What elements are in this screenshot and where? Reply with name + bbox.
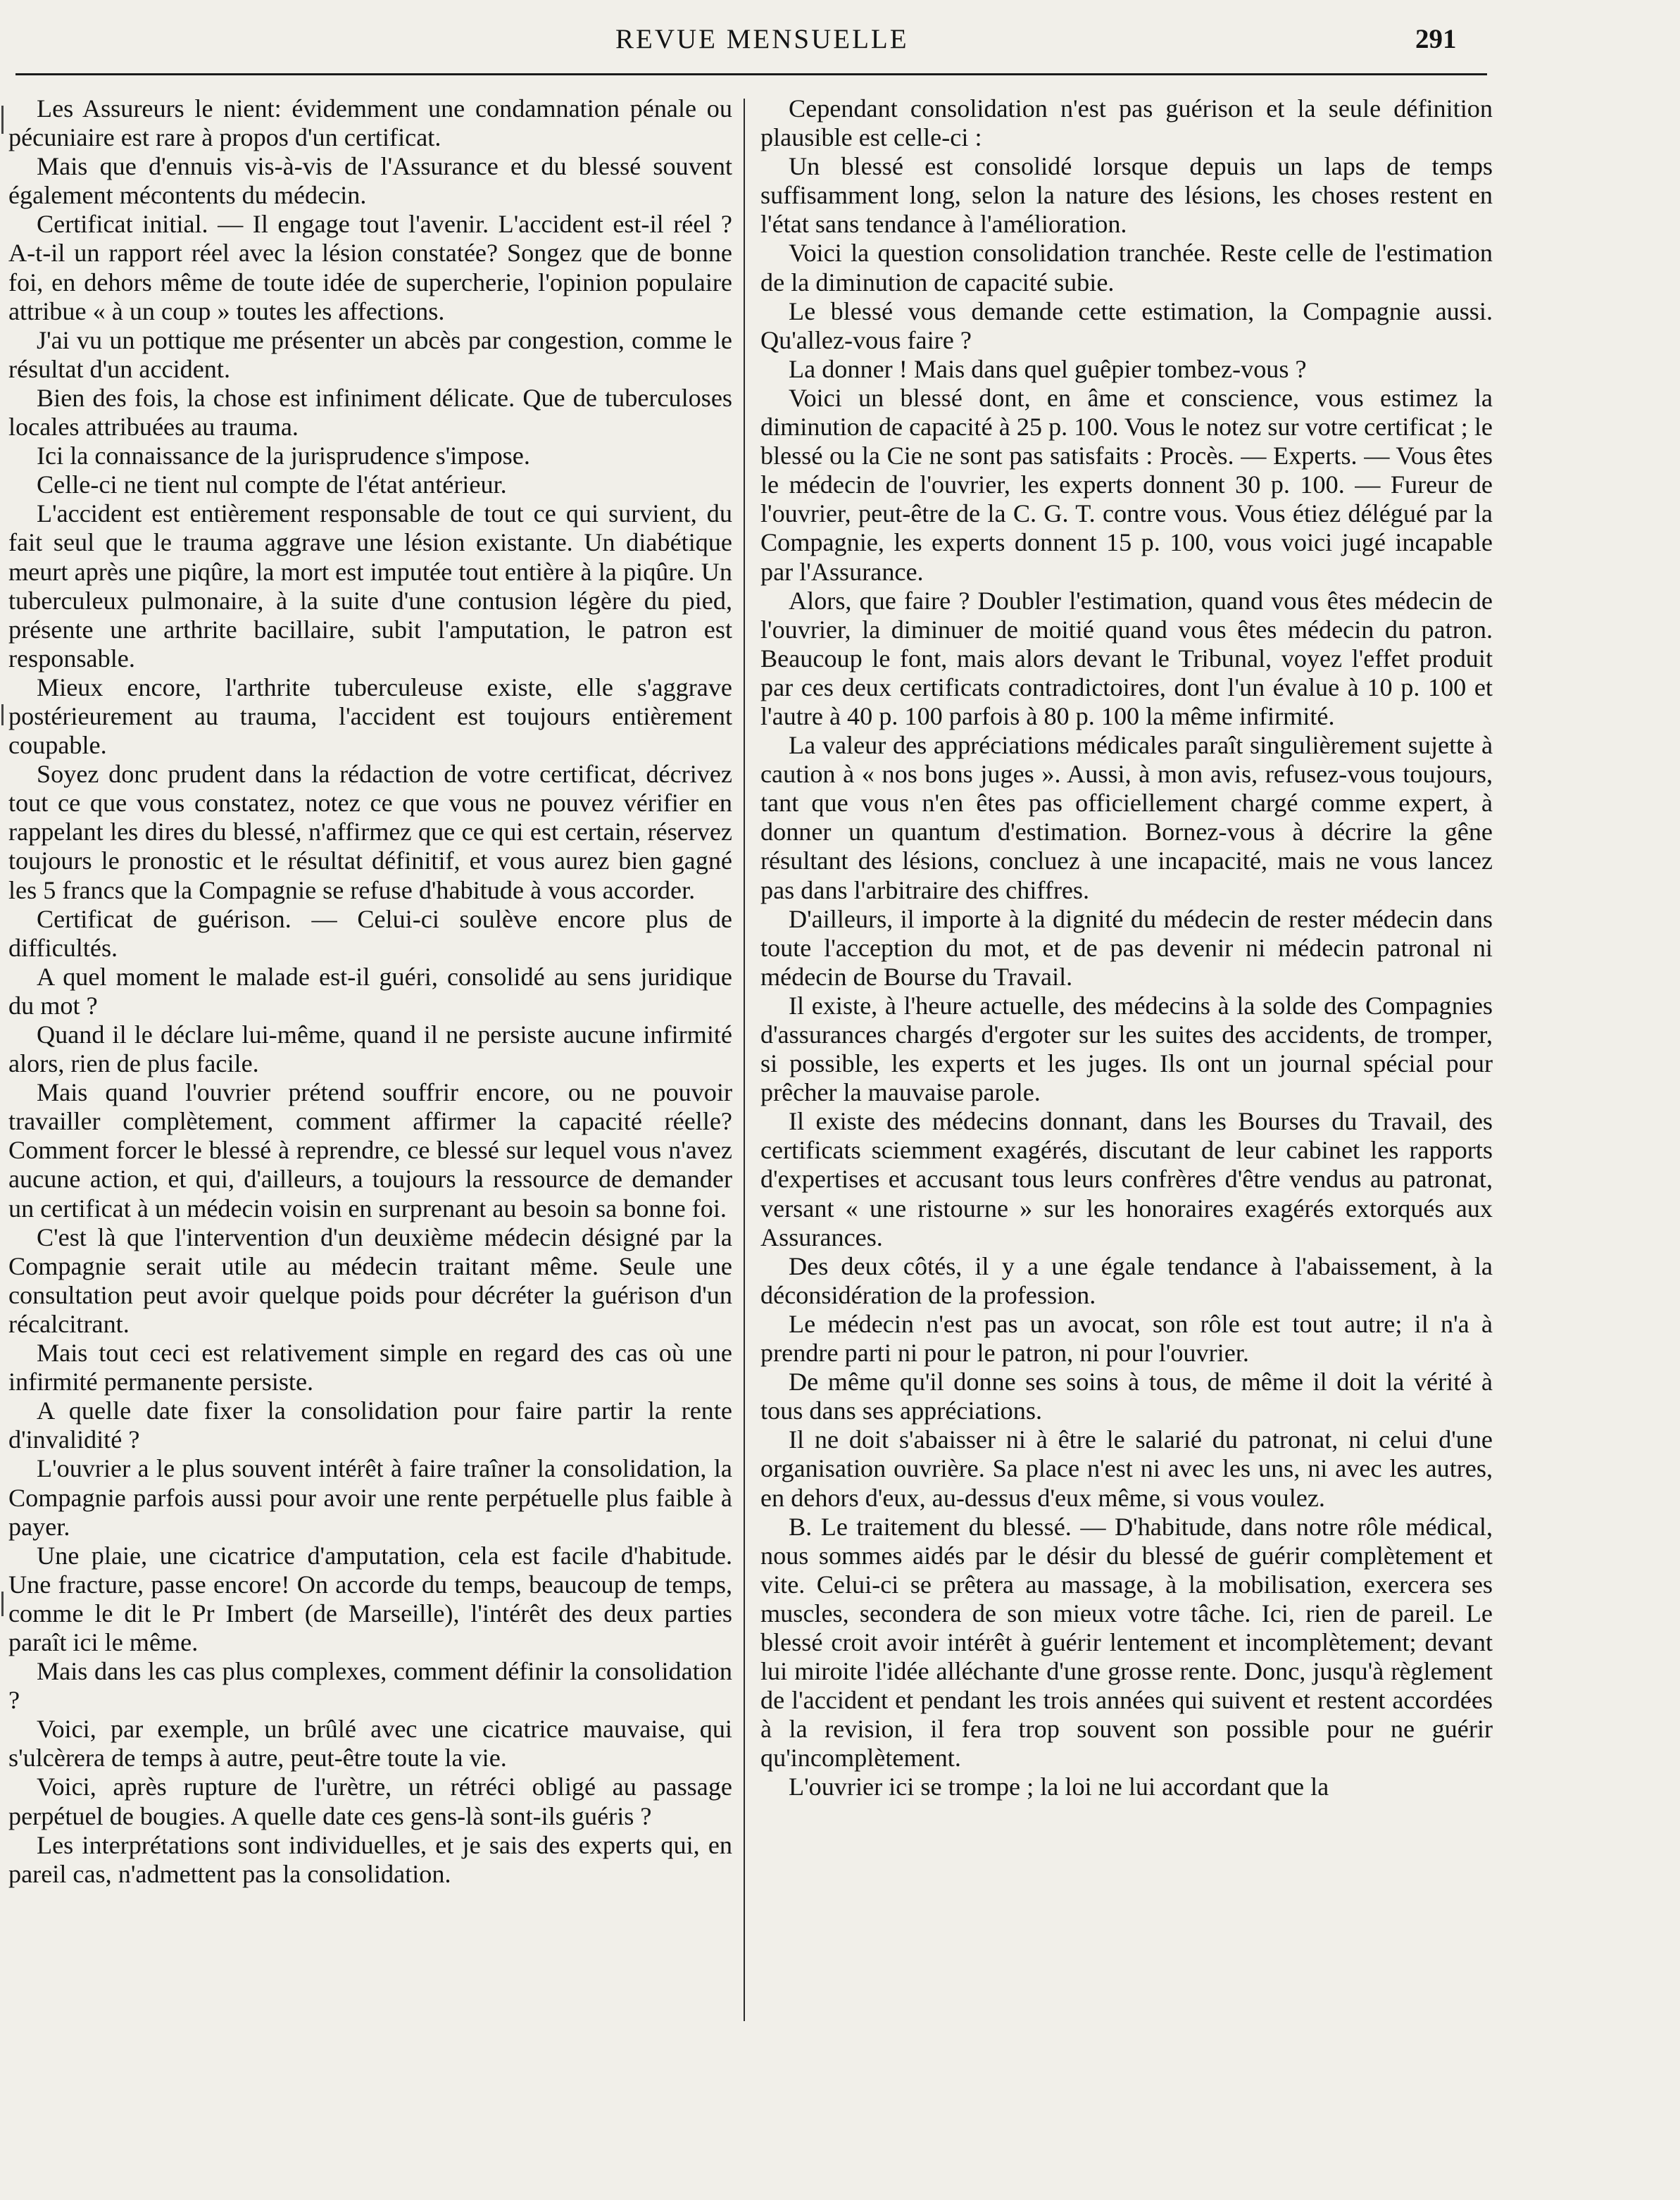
paragraph: L'ouvrier a le plus souvent intérêt à faire traîner la consolidation, la Compagnie parfois aussi pour avoir une rente perpétuelle plus faible à payer.: [8, 1454, 732, 1541]
paragraph: L'ouvrier ici se trompe ; la loi ne lui accordant que la: [789, 1773, 1329, 1801]
column-divider: [744, 99, 745, 2021]
paragraph: De même qu'il donne ses soins à tous, de même il doit la vérité à tous dans ses appréciations.: [760, 1368, 1493, 1425]
margin-mark: [1, 106, 4, 134]
paragraph: Le médecin n'est pas un avocat, son rôle est tout autre; il n'a à prendre parti ni pour le patron, ni pour l'ouvrier.: [760, 1309, 1493, 1368]
margin-mark: [1, 1592, 4, 1616]
paragraph: Cependant consolidation n'est pas guérison et la seule définition plausible est celle-ci :: [760, 94, 1493, 152]
paragraph: A quel moment le malade est-il guéri, consolidé au sens juridique du mot ?: [8, 962, 732, 1020]
right-column: [760, 94, 1493, 1802]
paragraph: La donner ! Mais dans quel guêpier tombez-vous ?: [789, 354, 1307, 383]
paragraph: Il existe des médecins donnant, dans les Bourses du Travail, des certificats sciemment exagérés, discutant de leur cabinet les rapports d'expertises et accusant tous leurs confrères d'être vendus au patronat, versant « une ristourne » sur les honoraires exagérés extorqués aux Assurances.: [760, 1107, 1493, 1251]
paragraph: D'ailleurs, il importe à la dignité du médecin de rester médecin dans toute l'acception du mot, et de pas devenir ni médecin patronal ni médecin de Bourse du Travail.: [760, 904, 1493, 991]
paragraph: Voici, par exemple, un brûlé avec une cicatrice mauvaise, qui s'ulcèrera de temps à autre, peut-être toute la vie.: [8, 1715, 732, 1773]
paragraph: Mieux encore, l'arthrite tuberculeuse existe, elle s'aggrave postérieurement au trauma, l'accident est toujours entièrement coupable.: [8, 673, 732, 760]
paragraph: L'accident est entièrement responsable de tout ce qui survient, du fait seul que le trauma aggrave une lésion existante. Un diabétique meurt après une piqûre, la mort est imputée tout entière à la piqûre. Un tuberculeux pulmonaire, à la suite d'une contusion légère du pied, présente une arthrite bacillaire, subit l'amputation, le patron est responsable.: [8, 499, 732, 673]
paragraph: Voici la question consolidation tranchée. Reste celle de l'estimation de la diminution de capacité subie.: [760, 239, 1493, 296]
paragraph: Il ne doit s'abaisser ni à être le salarié du patronat, ni celui d'une organisation ouvrière. Sa place n'est ni avec les uns, ni avec les autres, en dehors d'eux, au-dessus d'eux même, si vous voulez.: [760, 1425, 1493, 1512]
paragraph: La valeur des appréciations médicales paraît singulièrement sujette à caution à « nos bons juges ». Aussi, à mon avis, refusez-vous toujours, tant que vous n'en êtes pas officiellement chargé comme expert, à donner un quantum d'estimation. Bornez-vous à décrire la gêne résultant des lésions, concluez à une incapacité, mais ne vous lancez pas dans l'arbitraire des chiffres.: [760, 731, 1493, 904]
paragraph: Des deux côtés, il y a une égale tendance à l'abaissement, à la déconsidération de la profession.: [760, 1251, 1493, 1309]
paragraph: Une plaie, une cicatrice d'amputation, cela est facile d'habitude. Une fracture, passe encore! On accorde du temps, beaucoup de temps, comme le dit le Pr Imbert (de Marseille), l'intérêt des deux parties paraît ici le même.: [8, 1541, 732, 1656]
header-rule: [15, 73, 1487, 75]
paragraph: C'est là que l'intervention d'un deuxième médecin désigné par la Compagnie serait utile au médecin traitant même. Seule une consultation peut avoir quelque poids pour décréter la guérison d'un récalcitrant.: [8, 1223, 732, 1338]
paragraph: Un blessé est consolidé lorsque depuis un laps de temps suffisamment long, selon la nature des lésions, les choses restent en l'état sans tendance à l'amélioration.: [760, 152, 1493, 239]
paragraph: Alors, que faire ? Doubler l'estimation, quand vous êtes médecin de l'ouvrier, la diminuer de moitié quand vous êtes médecin du patron. Beaucoup le font, mais alors devant le Tribunal, voyez l'effet produit par ces deux certificats contradictoires, dont l'un évalue à 10 p. 100 et l'autre à 40 p. 100 parfois à 80 p. 100 la même infirmité.: [760, 586, 1493, 730]
paragraph: Les Assureurs le nient: évidemment une condamnation pénale ou pécuniaire est rare à propos d'un certificat.: [8, 94, 732, 152]
paragraph: Il existe, à l'heure actuelle, des médecins à la solde des Compagnies d'assurances chargés d'ergoter sur les suites des accidents, de tromper, si possible, les experts et les juges. Ils ont un journal spécial pour prêcher la mauvaise parole.: [760, 991, 1493, 1107]
paragraph: Soyez donc prudent dans la rédaction de votre certificat, décrivez tout ce que vous constatez, notez ce que vous ne pouvez vérifier en rappelant les dires du blessé, n'affirmez que ce qui est certain, réservez toujours le pronostic et le résultat définitif, et vous aurez bien gagné les 5 francs que la Compagnie se refuse d'habitude à vous accorder.: [8, 760, 732, 904]
paragraph: Mais tout ceci est relativement simple en regard des cas où une infirmité permanente persiste.: [8, 1339, 732, 1396]
paragraph: Celle-ci ne tient nul compte de l'état antérieur.: [37, 470, 507, 499]
paragraph: Mais que d'ennuis vis-à-vis de l'Assurance et du blessé souvent également mécontents du médecin.: [8, 152, 732, 210]
paragraph: A quelle date fixer la consolidation pour faire partir la rente d'invalidité ?: [8, 1396, 732, 1454]
paragraph: Mais dans les cas plus complexes, comment définir la consolidation ?: [8, 1657, 732, 1715]
paragraph: Certificat initial. — Il engage tout l'avenir. L'accident est-il réel ? A-t-il un rapport réel avec la lésion constatée? Songez que de bonne foi, en dehors même de toute idée de supercherie, l'opinion populaire attribue « à un coup » toutes les affections.: [8, 210, 732, 325]
paragraph: Certificat de guérison. — Celui-ci soulève encore plus de difficultés.: [8, 904, 732, 962]
paragraph: Le blessé vous demande cette estimation, la Compagnie aussi. Qu'allez-vous faire ?: [760, 296, 1493, 354]
paragraph: Voici, après rupture de l'urètre, un rétréci obligé au passage perpétuel de bougies. A quelle date ces gens-là sont-ils guéris ?: [8, 1773, 732, 1830]
paragraph: Mais quand l'ouvrier prétend souffrir encore, ou ne pouvoir travailler complètement, comment affirmer la capacité réelle? Comment forcer le blessé à reprendre, ce blessé sur lequel vous n'avez aucune action, et qui, d'ailleurs, a toujours la ressource de demander un certificat à un médecin voisin en surprenant au besoin sa bonne foi.: [8, 1078, 732, 1223]
page-number: 291: [1415, 24, 1457, 54]
paragraph: Quand il le déclare lui-même, quand il ne persiste aucune infirmité alors, rien de plus facile.: [8, 1020, 732, 1078]
paragraph: Bien des fois, la chose est infiniment délicate. Que de tuberculoses locales attribuées au trauma.: [8, 383, 732, 442]
left-column: [8, 94, 732, 1889]
paragraph: Ici la connaissance de la jurisprudence s'impose.: [37, 442, 530, 470]
running-title: REVUE MENSUELLE: [615, 24, 909, 54]
paragraph: Voici un blessé dont, en âme et conscience, vous estimez la diminution de capacité à 25 p. 100. Vous le notez sur votre certificat ; le blessé ou la Cie ne sont pas satisfaits : Procès. — Experts. — Vous êtes le médecin de l'ouvrier, les experts donnent 30 p. 100. — Fureur de l'ouvrier, peut-être de la C. G. T. contre vous. Vous étiez délégué par la Compagnie, les experts donnent 15 p. 100, vous voici jugé incapable par l'Assurance.: [760, 383, 1493, 586]
paragraph: B. Le traitement du blessé. — D'habitude, dans notre rôle médical, nous sommes aidés par le désir du blessé de guérir complètement et vite. Celui-ci se prêtera au massage, à la mobilisation, exercera ses muscles, secondera de son mieux votre tâche. Ici, rien de pareil. Le blessé croit avoir intérêt à guérir lentement et incomplètement; devant lui miroite l'idée alléchante d'une grosse rente. Donc, jusqu'à règlement de l'accident et pendant les trois années qui suivent et restent accordées à la revision, il fera trop souvent son possible pour ne guérir qu'incomplètement.: [760, 1512, 1493, 1773]
paragraph: Les interprétations sont individuelles, et je sais des experts qui, en pareil cas, n'admettent pas la consolidation.: [8, 1830, 732, 1888]
paragraph: J'ai vu un pottique me présenter un abcès par congestion, comme le résultat d'un accident.: [8, 325, 732, 383]
margin-mark: [1, 704, 4, 725]
